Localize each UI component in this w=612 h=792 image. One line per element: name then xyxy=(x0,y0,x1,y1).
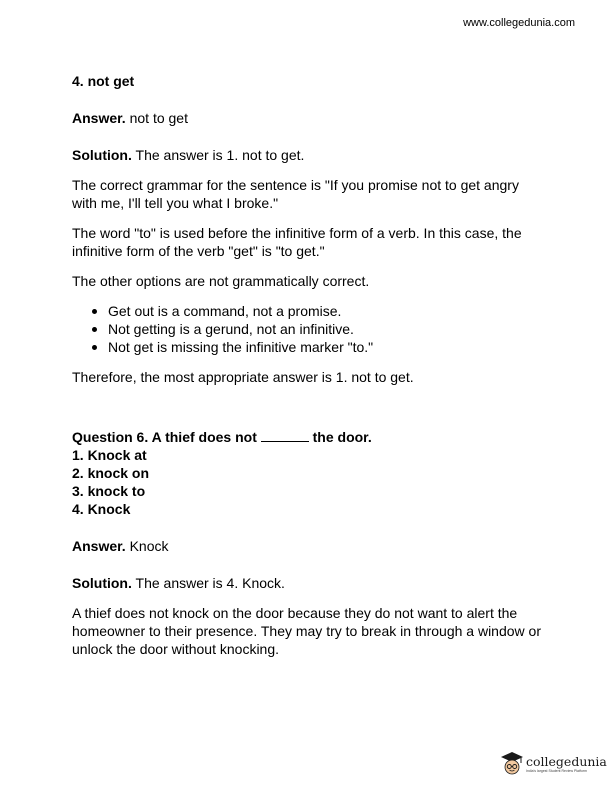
collegedunia-logo xyxy=(501,751,607,777)
logo-name: collegedunia xyxy=(526,753,607,769)
solution-label: Solution. xyxy=(72,147,132,163)
answer-text: not to get xyxy=(125,110,188,126)
q5-answer xyxy=(72,109,542,127)
q6-option-1: 1. Knock at xyxy=(72,447,147,463)
answer-label: Answer. xyxy=(72,538,126,554)
q6-option-2: 2. knock on xyxy=(72,465,150,481)
q6-option-3: 3. knock to xyxy=(72,483,146,499)
q5-conclusion: Therefore, the most appropriate answer is 1. not to get. xyxy=(72,369,414,385)
answer-label: Answer. xyxy=(72,110,126,126)
q5-solution xyxy=(72,146,542,164)
q6-option-4: 4. Knock xyxy=(72,501,131,517)
list-item: Not get is missing the infinitive marker "to." xyxy=(108,338,542,356)
answer-text: Knock xyxy=(125,538,169,554)
solution-text: The answer is 1. not to get. xyxy=(131,147,305,163)
q5-paragraph: The other options are not grammatically correct. xyxy=(72,273,370,289)
question-suffix: the door. xyxy=(308,429,372,445)
solution-label: Solution. xyxy=(72,575,132,591)
site-url[interactable]: www.collegedunia.com xyxy=(463,17,575,29)
q6-question xyxy=(72,428,542,446)
q5-paragraph: The correct grammar for the sentence is "If you promise not to get angry with me, I'll tell you what I broke." xyxy=(72,177,519,211)
q5-option-4: 4. not get xyxy=(72,73,135,89)
q5-paragraph: The word "to" is used before the infinitive form of a verb. In this case, the infinitive form of the verb "get" is "to get." xyxy=(72,225,522,259)
list-item: Get out is a command, not a promise. xyxy=(108,302,542,320)
question-prefix: Question 6. A thief does not xyxy=(72,429,261,445)
q6-answer xyxy=(72,537,542,555)
q5-bullet-list xyxy=(72,302,542,356)
logo-tagline: India's largest Student Review Platform xyxy=(526,768,587,773)
graduate-cap-icon xyxy=(501,751,523,777)
q6-solution xyxy=(72,574,542,592)
solution-text: The answer is 4. Knock. xyxy=(131,575,285,591)
document-body xyxy=(72,72,542,658)
fill-blank-line xyxy=(261,429,309,442)
q6-explanation: A thief does not knock on the door because they do not want to alert the homeowner to their presence. They may try to break in through a window or unlock the door without knocking. xyxy=(72,605,541,657)
list-item: Not getting is a gerund, not an infinitive. xyxy=(108,320,542,338)
